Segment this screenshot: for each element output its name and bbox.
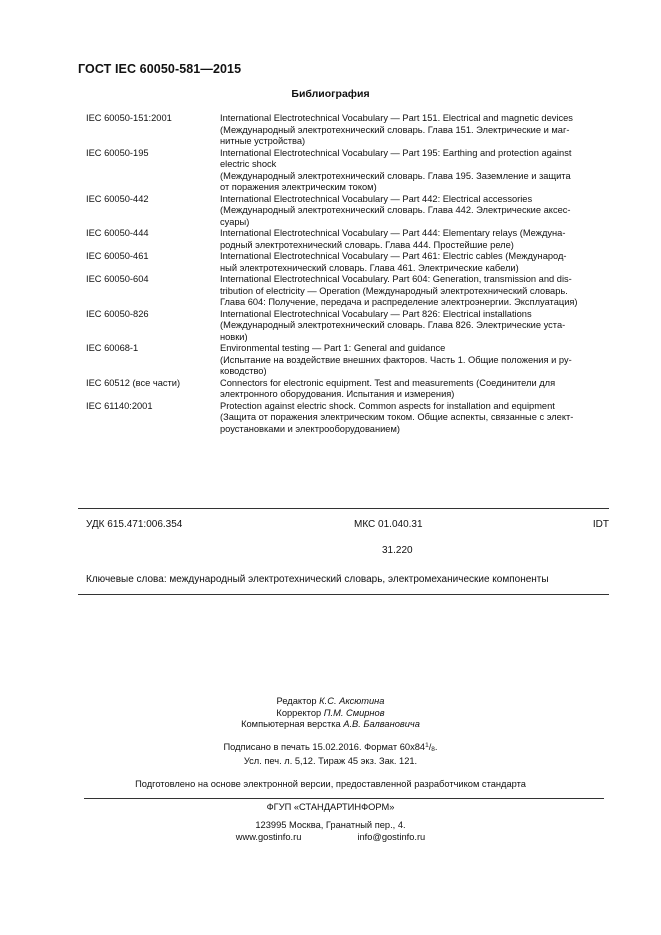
reference-line: International Electrotechnical Vocabulary — Part 461: Electric cables (Международ-: [220, 251, 567, 261]
reference-line: electric shock: [220, 159, 277, 169]
reference-line: International Electrotechnical Vocabulary — Part 442: Electrical accessories: [220, 193, 533, 204]
reference-line: новки): [220, 331, 248, 342]
publisher-divider: [84, 798, 604, 799]
reference-line: (Защита от поражения электрическим током. Общие аспекты, связанные с элект-: [220, 412, 574, 422]
publisher-address: [0, 820, 661, 843]
contacts-line: [0, 832, 661, 844]
reference-line: International Electrotechnical Vocabulary. Part 604: Generation, transmission and dis-: [220, 274, 572, 284]
bibliography-entry: [86, 228, 608, 251]
website-link[interactable]: www.gostinfo.ru: [235, 831, 302, 842]
reference-code: IEC 60050-826: [86, 308, 149, 319]
format-numerator: 1: [425, 742, 429, 749]
bibliography-entry: [86, 343, 608, 378]
idt-label: IDT: [592, 519, 609, 530]
corrector-label: Корректор: [276, 707, 322, 718]
udk-code: УДК 615.471:006.354: [86, 519, 183, 530]
reference-line: родный электротехнический словарь. Глава 444. Простейшие реле): [220, 239, 514, 250]
address-line: 123995 Москва, Гранатный пер., 4.: [255, 820, 406, 830]
reference-code: IEC 60050-461: [86, 251, 149, 261]
layout-line: [0, 719, 661, 731]
reference-line: роустановками и электрооборудованием): [220, 423, 400, 434]
signed-text: Подписано в печать 15.02.2016. Формат 60x84: [223, 742, 426, 752]
reference-line: от поражения электрическим током): [220, 182, 377, 192]
reference-description: [220, 113, 608, 148]
reference-description: [220, 378, 608, 401]
reference-description: [220, 148, 608, 194]
signed-line: Подписано в печать 15.02.2016. Формат $60x84^1/8$.: [223, 742, 438, 753]
mks-code: МКС 01.040.31: [354, 519, 423, 530]
reference-description: [220, 343, 608, 378]
bibliography-entry: [86, 274, 608, 309]
reference-line: суары): [220, 216, 250, 227]
editor-label: Редактор: [276, 696, 317, 706]
credits-print: [0, 740, 661, 767]
bibliography-entry: [86, 309, 608, 344]
reference-line: Environmental testing — Part 1: General and guidance: [220, 343, 446, 353]
editor-line: [0, 696, 661, 708]
reference-description: [220, 194, 608, 229]
reference-line: нитные устройства): [220, 136, 306, 146]
bibliography-entry: [86, 378, 608, 401]
credits-staff: [0, 696, 661, 731]
format-end: .: [434, 742, 438, 752]
reference-line: International Electrotechnical Vocabulary — Part 151. Electrical and magnetic devices: [220, 113, 573, 123]
divider-bottom: [78, 594, 609, 595]
bibliography-entry: [86, 113, 608, 148]
corrector-name: П.М. Смирнов: [323, 707, 385, 718]
publisher-name: ФГУП «СТАНДАРТИНФОРМ»: [266, 802, 395, 812]
reference-line: (Международный электротехнический словарь. Глава 442. Электрические аксес-: [220, 205, 571, 215]
reference-code: IEC 60512 (все части): [86, 377, 181, 388]
corrector-line: [0, 708, 661, 720]
reference-line: (Международный электротехнический словарь. Глава 826. Электрические уста-: [220, 320, 566, 330]
reference-line: (Испытание на воздействие внешних факторов. Часть 1. Общие положения и ру-: [220, 354, 572, 365]
prepared-line: Подготовлено на основе электронной версии, предоставленной разработчиком стандарта: [135, 779, 526, 789]
format-denominator: 8: [431, 746, 435, 753]
reference-code: IEC 60068-1: [86, 343, 139, 353]
reference-code: IEC 61140:2001: [86, 400, 153, 411]
bibliography-entry: [86, 194, 608, 229]
reference-line: Глава 604: Получение, передача и распределение электроэнергии. Эксплуатация): [220, 297, 578, 307]
layout-label: Компьютерная верстка: [241, 719, 341, 729]
reference-code: IEC 60050-604: [86, 274, 149, 284]
document-code: ГОСТ IEC 60050-581—2015: [78, 62, 242, 76]
reference-line: Connectors for electronic equipment. Test and measurements (Соединители для: [220, 377, 556, 388]
divider-top: [78, 508, 609, 509]
bibliography-entry: [86, 148, 608, 194]
reference-code: IEC 60050-195: [86, 147, 149, 158]
reference-description: [220, 228, 608, 251]
bibliography-entry: [86, 401, 608, 436]
email-link[interactable]: info@gostinfo.ru: [357, 831, 426, 842]
editor-name: К.С. Аксютина: [319, 696, 385, 706]
printing-line: Усл. печ. л. 5,12. Тираж 45 экз. Зак. 121.: [243, 755, 418, 766]
reference-description: [220, 401, 608, 436]
reference-description: [220, 309, 608, 344]
reference-line: tribution of electricity — Operation (Международный электротехнический словарь.: [220, 285, 568, 296]
bibliography-title: Библиография: [291, 88, 370, 100]
reference-line: Protection against electric shock. Common aspects for installation and equipment: [220, 400, 555, 411]
reference-line: ный электротехнический словарь. Глава 461. Электрические кабели): [220, 262, 519, 273]
reference-line: International Electrotechnical Vocabulary — Part 444: Elementary relays (Междуна-: [220, 228, 566, 238]
reference-line: ководство): [220, 366, 267, 376]
reference-line: International Electrotechnical Vocabulary — Part 195: Earthing and protection against: [220, 147, 572, 158]
bibliography-list: [86, 113, 608, 435]
bibliography-entry: [86, 251, 608, 274]
reference-line: International Electrotechnical Vocabulary — Part 826: Electrical installations: [220, 308, 532, 319]
reference-code: IEC 60050-442: [86, 193, 149, 204]
reference-line: (Международный электротехнический словарь. Глава 151. Электрические и маг-: [220, 124, 570, 135]
keywords: Ключевые слова: международный электротехнический словарь, электромеханические компоненты: [86, 574, 549, 585]
mks-code-secondary: 31.220: [382, 545, 413, 556]
reference-description: [220, 251, 608, 274]
layout-name: А.В. Балвановича: [343, 719, 420, 729]
reference-code: IEC 60050-444: [86, 228, 149, 238]
reference-code: IEC 60050-151:2001: [86, 113, 172, 123]
reference-description: [220, 274, 608, 309]
reference-line: (Международный электротехнический словарь. Глава 195. Заземление и защита: [220, 170, 571, 181]
reference-line: электронного оборудования. Испытания и измерения): [220, 389, 455, 399]
